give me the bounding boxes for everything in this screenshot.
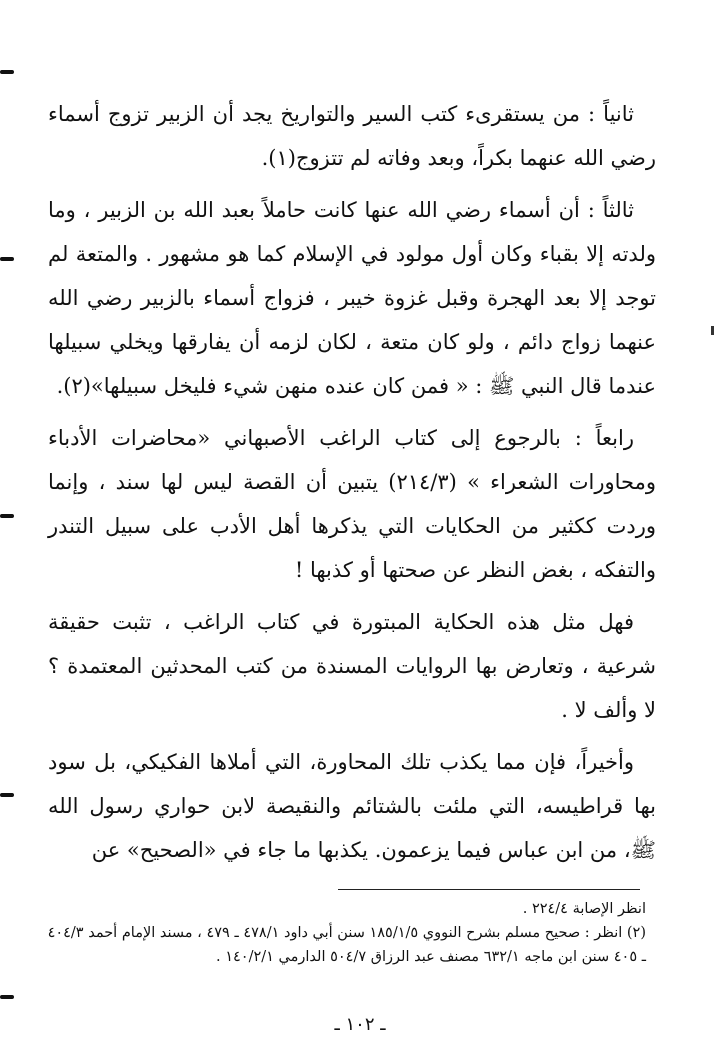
footnote-1: انظر الإصابة ٢٢٤/٤ . bbox=[522, 901, 646, 917]
margin-mark bbox=[0, 257, 14, 261]
footnote-separator bbox=[338, 889, 640, 890]
paragraph-second-point: ثانياً : من يستقرىء كتب السير والتواريخ يجد أن الزبير تزوج أسماء رضي الله عنهما بكراً، وبعد وفاته لم تتزوج(١). bbox=[48, 102, 656, 170]
margin-mark bbox=[0, 793, 14, 797]
footnotes bbox=[46, 897, 646, 969]
page-number: ـ ١٠٢ ـ bbox=[334, 1014, 386, 1035]
margin-mark bbox=[0, 514, 14, 518]
margin-mark bbox=[0, 70, 14, 74]
margin-mark bbox=[0, 995, 14, 999]
paragraph-question: فهل مثل هذه الحكاية المبتورة في كتاب الراغب ، تثبت حقيقة شرعية ، وتعارض بها الروايات المسندة من كتب المحدثين المعتمدة ؟ لا وألف لا . bbox=[48, 610, 656, 722]
footnote-2: (٢) انظر : صحيح مسلم بشرح النووي ١٨٥/١/٥ سنن أبي داود ٤٧٨/١ ـ ٤٧٩ ، مسند الإمام أحمد ٤٠٤/٣ ـ ٤٠٥ سنن ابن ماجه ٦٣٢/١ مصنف عبد الرزاق ٥٠٤/٧ الدارمي ١٤٠/٢/١ . bbox=[47, 925, 646, 965]
edge-mark bbox=[711, 326, 714, 335]
main-text bbox=[48, 92, 656, 872]
paragraph-fourth-point: رابعاً : بالرجوع إلى كتاب الراغب الأصبهاني «محاضرات الأدباء ومحاورات الشعراء » (٢١٤/٣) يتبين أن القصة ليس لها سند ، وإنما وردت ككثير من الحكايات التي يذكرها أهل الأدب على سبيل التندر والتفكه ، بغض النظر عن صحتها أو كذبها ! bbox=[48, 426, 656, 582]
paragraph-finally: وأخيراً، فإن مما يكذب تلك المحاورة، التي أملاها الفكيكي، بل سود بها قراطيسه، التي ملئت بالشتائم والنقيصة لابن حواري رسول الله ﷺ، من ابن عباس فيما يزعمون. يكذبها ما جاء في «الصحيح» عن bbox=[48, 750, 656, 862]
paragraph-third-point: ثالثاً : أن أسماء رضي الله عنها كانت حاملاً بعبد الله بن الزبير ، وما ولدته إلا بقباء وكان أول مولود في الإسلام كما هو مشهور . والمتعة لم توجد إلا بعد الهجرة وقبل غزوة خيبر ، فزواج أسماء بالزبير رضي الله عنهما زواج دائم ، ولو كان متعة ، لكان لزمه أن يفارقها ويخلي سبيلها عندما قال النبي ﷺ : « فمن كان عنده منهن شيء فليخل سبيلها»(٢). bbox=[48, 198, 656, 398]
